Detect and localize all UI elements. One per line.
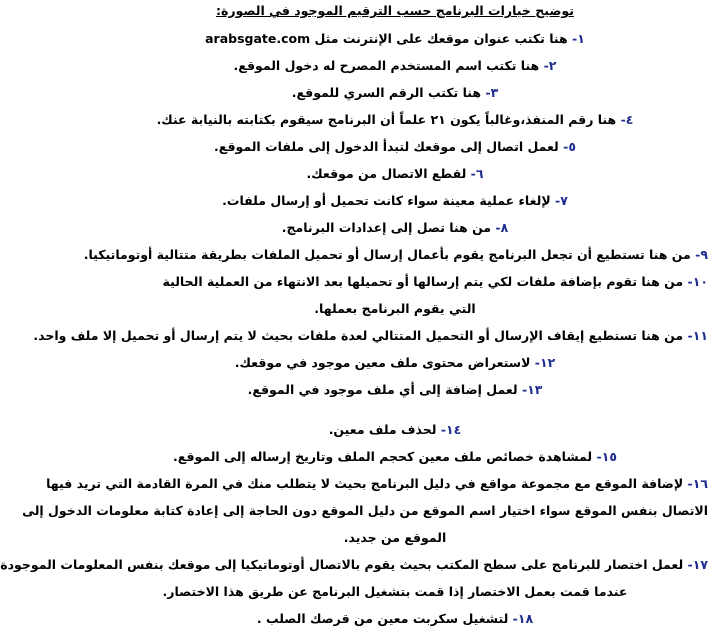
item-number: ٤- bbox=[620, 112, 634, 127]
item-text: هنا تكتب الرقم السري للموقع. bbox=[291, 85, 482, 100]
item-number: ١٠- bbox=[687, 274, 708, 289]
list-item-3 bbox=[82, 84, 708, 102]
item-number: ١٢- bbox=[534, 355, 556, 370]
list-item-9 bbox=[82, 246, 708, 264]
item-number: ١٥- bbox=[596, 449, 617, 464]
item-text: من هنا تستطيع إيقاف الإرسال أو التحميل المتتالي لعدة ملفات بحيث لا يتم إرسال أو تحميل إلا ملف واحد. bbox=[33, 328, 684, 343]
list-item-8 bbox=[82, 219, 708, 237]
list-item-16 bbox=[46, 475, 708, 493]
list-item-18 bbox=[82, 610, 708, 628]
item-text: لمشاهدة خصائص ملف معين كحجم الملف وتاريخ إرساله إلى الموقع. bbox=[173, 449, 593, 464]
item-text: لاستعراض محتوى ملف معين موجود في موقعك. bbox=[234, 355, 531, 370]
item-number: ١- bbox=[572, 31, 585, 46]
example-url: arabsgate.com bbox=[205, 31, 311, 46]
item-number: ١٤- bbox=[440, 422, 462, 437]
list-item-10 bbox=[82, 273, 708, 291]
item-text-continued: عندما قمت بعمل الاختصار إذا قمت بتشغيل البرنامج عن طريق هذا الاختصار. bbox=[162, 584, 628, 599]
item-number: ١٨- bbox=[512, 611, 534, 626]
item-number: ٥- bbox=[563, 139, 576, 154]
item-text: لإلغاء عملية معينة سواء كانت تحميل أو إرسال ملفات. bbox=[222, 193, 551, 208]
item-number: ١٣- bbox=[521, 382, 543, 397]
item-text: هنا رقم المنفذ،وغالباً يكون ٢١ علماً أن البرنامج سيقوم بكتابته بالنيابة عنك. bbox=[156, 112, 617, 127]
item-number: ٢- bbox=[543, 58, 557, 73]
item-text-continued: الموقع من جديد. bbox=[343, 530, 447, 545]
item-text: لقطع الاتصال من موقعك. bbox=[306, 166, 467, 181]
list-item-16-continued bbox=[22, 502, 708, 520]
item-text-continued: التي يقوم البرنامج بعملها. bbox=[314, 301, 476, 316]
item-text: هنا تكتب اسم المستخدم المصرح له دخول الموقع. bbox=[233, 58, 540, 73]
list-item-17 bbox=[0, 556, 708, 574]
item-text: من هنا تقوم بإضافة ملفات لكي يتم إرسالها أو تحميلها بعد الانتهاء من العملية الحالية bbox=[162, 274, 684, 289]
list-item-11 bbox=[33, 327, 708, 345]
item-number: ٧- bbox=[555, 193, 568, 208]
list-item-14 bbox=[82, 421, 708, 439]
list-item-15 bbox=[82, 448, 708, 466]
item-number: ١١- bbox=[687, 328, 708, 343]
document-heading: توضيح خيارات البرنامج حسب الترقيم الموجود في الصورة: bbox=[216, 3, 574, 18]
item-number: ١٧- bbox=[687, 557, 708, 572]
item-text: لإضافة الموقع مع مجموعة مواقع في دليل البرنامج بحيث لا يتطلب منك في المرة القادمة التي تريد فيها bbox=[46, 476, 684, 491]
item-text: من هنا تصل إلى إعدادات البرنامج. bbox=[281, 220, 492, 235]
item-text: هنا تكتب عنوان موقعك على الإنترنت مثل bbox=[314, 31, 568, 46]
list-item-7 bbox=[82, 192, 708, 210]
item-number: ٨- bbox=[495, 220, 509, 235]
list-item-6 bbox=[82, 165, 708, 183]
item-number: ١٦- bbox=[687, 476, 708, 491]
list-item-4 bbox=[82, 111, 708, 129]
item-text: من هنا تستطيع أن تجعل البرنامج يقوم بأعمال إرسال أو تحميل الملفات بطريقة متتالية أوتوماتيكيا. bbox=[83, 247, 691, 262]
list-item-16-continued-2 bbox=[82, 529, 708, 547]
item-text: لحذف ملف معين. bbox=[328, 422, 437, 437]
list-item-1 bbox=[82, 30, 708, 48]
item-number: ٩- bbox=[695, 247, 708, 262]
item-number: ٦- bbox=[470, 166, 484, 181]
list-item-2 bbox=[82, 57, 708, 75]
item-text: لعمل إضافة إلى أي ملف موجود في الموقع. bbox=[247, 382, 518, 397]
list-item-12 bbox=[82, 354, 708, 372]
list-item-10-continued bbox=[82, 300, 708, 318]
item-text: لعمل اختصار للبرنامج على سطح المكتب بحيث يقوم بالاتصال أوتوماتيكيا إلى موقعك بنفس المعلومات الموجودة bbox=[0, 557, 684, 572]
item-number: ٣- bbox=[485, 85, 499, 100]
item-text-continued: الاتصال بنفس الموقع سواء اختيار اسم الموقع من دليل الموقع دون الحاجة إلى إعادة كتابة معلومات الدخول إلى bbox=[22, 503, 708, 518]
item-text: لتشغيل سكربت معين من قرصك الصلب . bbox=[256, 611, 509, 626]
list-item-13 bbox=[82, 381, 708, 399]
item-text: لعمل اتصال إلى موقعك لتبدأ الدخول إلى ملفات الموقع. bbox=[214, 139, 559, 154]
list-item-17-continued bbox=[82, 583, 708, 601]
list-item-5 bbox=[82, 138, 708, 156]
